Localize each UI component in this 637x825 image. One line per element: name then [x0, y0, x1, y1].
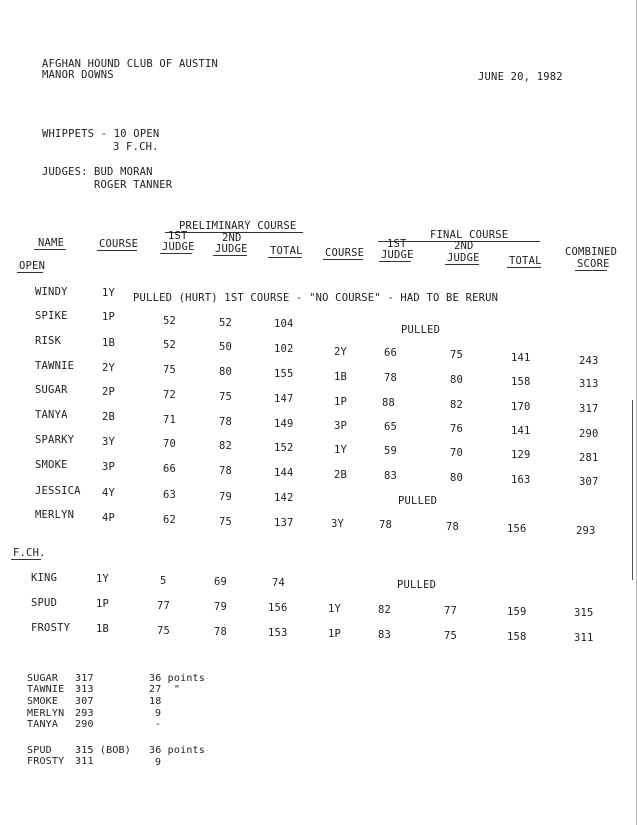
row-final-judge2: 75 — [450, 349, 464, 361]
row-judge1: 71 — [163, 414, 177, 426]
row-combined: 293 — [576, 525, 596, 537]
row-final-total: 141 — [511, 352, 531, 364]
row-final-judge1: 78 — [379, 519, 393, 531]
row-judge1: 63 — [163, 489, 177, 501]
row-final-total: 158 — [507, 631, 527, 643]
preliminary-course-heading: PRELIMINARY COURSE — [179, 220, 297, 232]
row-judge1: 52 — [163, 339, 177, 351]
row-final-course: 1P — [328, 628, 342, 640]
col-course: COURSE — [99, 238, 139, 250]
points-score: 307 — [75, 696, 94, 707]
points-name: SPUD — [27, 745, 52, 756]
col-final-judge1-b: JUDGE — [381, 249, 414, 261]
section-open: OPEN — [19, 260, 46, 272]
row-final-course: 1B — [334, 371, 348, 383]
row-judge2: 79 — [219, 491, 233, 503]
row-final-judge1: 78 — [384, 372, 398, 384]
row-name: FROSTY — [31, 622, 71, 634]
row-note: PULLED — [397, 579, 437, 591]
col-judge1-rule — [160, 253, 192, 254]
row-name: KING — [31, 572, 58, 584]
row-total: 144 — [274, 467, 294, 479]
row-judge2: 80 — [219, 366, 233, 378]
section-open-rule — [17, 272, 43, 273]
row-total: 74 — [272, 577, 286, 589]
row-combined: 313 — [579, 378, 599, 390]
points-name: SMOKE — [27, 696, 59, 707]
points-name: TAWNIE — [27, 684, 65, 695]
row-judge1: 5 — [160, 575, 167, 587]
row-course: 3P — [102, 461, 116, 473]
col-judge1-b: JUDGE — [162, 241, 195, 253]
row-final-judge2: 80 — [450, 374, 464, 386]
row-judge2: 75 — [219, 516, 233, 528]
row-judge1: 75 — [157, 625, 171, 637]
row-final-judge1: 59 — [384, 445, 398, 457]
col-judge2-a: 2ND — [222, 232, 242, 244]
col-final-judge1-a: 1ST — [387, 238, 407, 250]
col-final-judge2-rule — [445, 264, 479, 265]
points-score: 317 — [75, 673, 94, 684]
row-judge2: 78 — [219, 416, 233, 428]
row-combined: 281 — [579, 452, 599, 464]
row-judge2: 69 — [214, 576, 228, 588]
row-judge2: 52 — [219, 317, 233, 329]
row-total: 156 — [268, 602, 288, 614]
row-course: 1B — [96, 623, 110, 635]
row-final-course: 1Y — [334, 444, 348, 456]
points-value: 18 — [149, 696, 162, 707]
points-value: 9 — [155, 757, 162, 768]
points-score: 293 — [75, 708, 94, 719]
row-judge2: 78 — [219, 465, 233, 477]
points-score: 290 — [75, 719, 94, 730]
row-name: TAWNIE — [35, 360, 75, 372]
row-judge2: 82 — [219, 440, 233, 452]
col-final-course: COURSE — [325, 247, 365, 259]
row-name: SUGAR — [35, 384, 68, 396]
row-note: PULLED — [401, 324, 441, 336]
section-fch-rule — [11, 559, 41, 560]
points-name: MERLYN — [27, 708, 65, 719]
row-course: 4P — [102, 512, 116, 524]
row-final-course: 2Y — [334, 346, 348, 358]
row-combined: 243 — [579, 355, 599, 367]
row-total: 137 — [274, 517, 294, 529]
row-total: 104 — [274, 318, 294, 330]
row-name: WINDY — [35, 286, 68, 298]
row-final-judge1: 82 — [378, 604, 392, 616]
row-total: 149 — [274, 418, 294, 430]
row-final-total: 158 — [511, 376, 531, 388]
row-name: JESSICA — [35, 485, 81, 497]
col-course-rule — [97, 250, 137, 251]
row-name: SPARKY — [35, 434, 75, 446]
points-name: TANYA — [27, 719, 59, 730]
final-course-heading: FINAL COURSE — [430, 229, 509, 241]
row-name: SMOKE — [35, 459, 68, 471]
row-final-judge2: 75 — [444, 630, 458, 642]
col-total-rule — [268, 257, 302, 258]
row-final-total: 159 — [507, 606, 527, 618]
col-combined-rule — [575, 270, 607, 271]
points-score: 315 (BOB) — [75, 745, 131, 756]
row-name: TANYA — [35, 409, 68, 421]
col-final-judge2-a: 2ND — [454, 240, 474, 252]
row-final-judge2: 82 — [450, 399, 464, 411]
points-score: 313 — [75, 684, 94, 695]
judges-label: JUDGES: — [42, 166, 88, 178]
col-combined-a: COMBINED — [565, 246, 618, 258]
row-final-total: 163 — [511, 474, 531, 486]
row-final-course: 1P — [334, 396, 348, 408]
row-course: 2B — [102, 411, 116, 423]
row-final-judge1: 83 — [378, 629, 392, 641]
row-judge2: 50 — [219, 341, 233, 353]
row-total: 155 — [274, 368, 294, 380]
row-judge1: 75 — [163, 364, 177, 376]
row-course: 1B — [102, 337, 116, 349]
col-total: TOTAL — [270, 245, 303, 257]
row-final-judge2: 70 — [450, 447, 464, 459]
row-name: SPUD — [31, 597, 58, 609]
points-value: 27 " — [149, 684, 181, 695]
row-judge2: 78 — [214, 626, 228, 638]
col-combined-b: SCORE — [577, 258, 610, 270]
row-course: 3Y — [102, 436, 116, 448]
points-value: 9 — [155, 708, 162, 719]
row-course: 2Y — [102, 362, 116, 374]
row-course: 1P — [102, 311, 116, 323]
col-name: NAME — [38, 237, 65, 249]
col-final-course-rule — [323, 259, 363, 260]
col-judge1-a: 1ST — [168, 230, 188, 242]
row-combined: 315 — [574, 607, 594, 619]
points-value: 36 points — [149, 673, 205, 684]
row-final-judge2: 78 — [446, 521, 460, 533]
row-judge2: 75 — [219, 391, 233, 403]
row-name: MERLYN — [35, 509, 75, 521]
points-value: - — [155, 719, 162, 730]
row-judge1: 66 — [163, 463, 177, 475]
row-judge1: 77 — [157, 600, 171, 612]
col-judge2-b: JUDGE — [215, 243, 248, 255]
row-total: 142 — [274, 492, 294, 504]
row-judge1: 70 — [163, 438, 177, 450]
entries-fch: 3 F.CH. — [113, 141, 159, 153]
row-course: 1Y — [96, 573, 110, 585]
row-judge1: 62 — [163, 514, 177, 526]
page-edge-mark — [632, 400, 633, 580]
row-final-judge1: 83 — [384, 470, 398, 482]
row-note: PULLED — [398, 495, 438, 507]
section-fch: F.CH. — [13, 547, 46, 559]
row-final-course: 2B — [334, 469, 348, 481]
col-judge2-rule — [213, 255, 247, 256]
row-judge1: 72 — [163, 389, 177, 401]
row-total: 147 — [274, 393, 294, 405]
col-final-judge1-rule — [379, 261, 411, 262]
row-final-judge1: 65 — [384, 421, 398, 433]
col-final-judge2-b: JUDGE — [447, 252, 480, 264]
points-name: FROSTY — [27, 756, 65, 767]
row-final-course: 1Y — [328, 603, 342, 615]
row-total: 153 — [268, 627, 288, 639]
judge-2: ROGER TANNER — [94, 179, 173, 191]
entries-open: WHIPPETS - 10 OPEN — [42, 128, 160, 140]
row-combined: 307 — [579, 476, 599, 488]
row-total: 152 — [274, 442, 294, 454]
row-final-total: 156 — [507, 523, 527, 535]
row-course: 1Y — [102, 287, 116, 299]
row-judge1: 52 — [163, 315, 177, 327]
row-final-total: 141 — [511, 425, 531, 437]
row-final-course: 3P — [334, 420, 348, 432]
row-course: 2P — [102, 386, 116, 398]
points-score: 311 — [75, 756, 94, 767]
row-combined: 311 — [574, 632, 594, 644]
row-final-total: 129 — [511, 449, 531, 461]
row-judge2: 79 — [214, 601, 228, 613]
col-name-rule — [34, 249, 66, 250]
row-name: RISK — [35, 335, 62, 347]
row-final-judge1: 66 — [384, 347, 398, 359]
row-final-judge1: 88 — [382, 397, 396, 409]
row-final-judge2: 76 — [450, 423, 464, 435]
row-final-course: 3Y — [331, 518, 345, 530]
points-value: 36 points — [149, 745, 205, 756]
judge-1: BUD MORAN — [94, 166, 153, 178]
row-final-judge2: 80 — [450, 472, 464, 484]
event-date: JUNE 20, 1982 — [478, 71, 563, 83]
venue: MANOR DOWNS — [42, 69, 114, 81]
row-combined: 290 — [579, 428, 599, 440]
row-final-judge2: 77 — [444, 605, 458, 617]
row-note: PULLED (HURT) 1ST COURSE - "NO COURSE" - HAD TO BE RERUN — [133, 292, 499, 304]
row-name: SPIKE — [35, 310, 68, 322]
row-combined: 317 — [579, 403, 599, 415]
row-course: 4Y — [102, 487, 116, 499]
row-total: 102 — [274, 343, 294, 355]
club-name: AFGHAN HOUND CLUB OF AUSTIN — [42, 58, 219, 70]
col-final-total: TOTAL — [509, 255, 542, 267]
row-course: 1P — [96, 598, 110, 610]
points-name: SUGAR — [27, 673, 59, 684]
row-final-total: 170 — [511, 401, 531, 413]
col-final-total-rule — [507, 267, 541, 268]
